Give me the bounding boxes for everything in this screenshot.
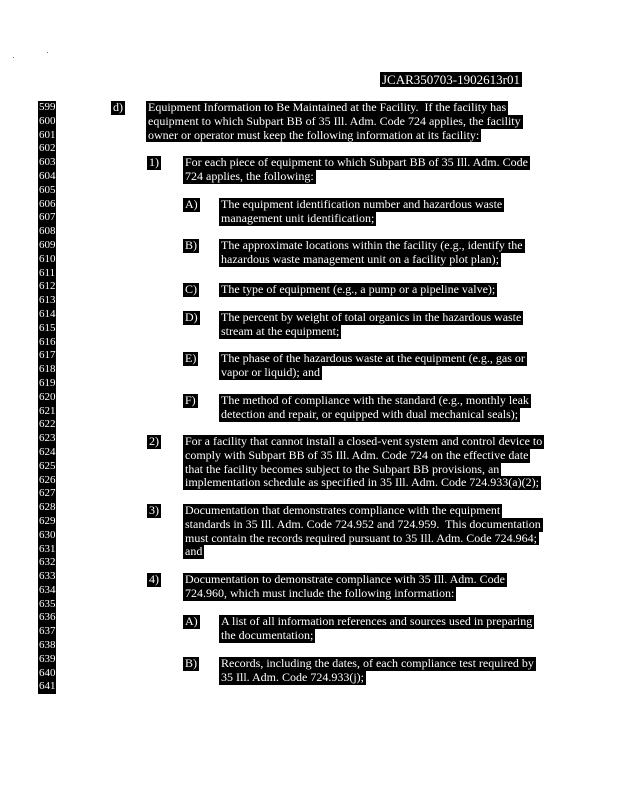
line-number: 629: [39, 514, 56, 527]
line-number-column: [38, 101, 56, 694]
text-line: The approximate locations within the facility (e.g., identify the: [221, 238, 523, 252]
list-item: [219, 657, 536, 685]
line-number: 622: [39, 418, 56, 431]
text-line: The equipment identification number and hazardous waste: [221, 197, 503, 211]
line-number: 602: [39, 142, 56, 155]
line-number: 610: [39, 252, 56, 265]
list-item: [183, 156, 530, 184]
list-item: [219, 198, 504, 226]
line-number: 621: [39, 404, 56, 417]
line-number: 636: [39, 611, 56, 624]
line-number: 605: [39, 183, 56, 196]
list-item: [183, 573, 507, 601]
list-item: [219, 615, 534, 643]
list-item-marker: 2): [149, 434, 159, 448]
text-line: The method of compliance with the standard (e.g., monthly leak: [221, 393, 529, 407]
line-number: 599: [39, 101, 56, 113]
line-number: 612: [39, 280, 56, 293]
line-number: 637: [39, 625, 56, 638]
list-item: [183, 435, 544, 490]
line-number: 623: [39, 432, 56, 445]
text-line: For each piece of equipment to which Subpart BB of 35 Ill. Adm. Code: [185, 155, 528, 169]
text-line: standards in 35 Ill. Adm. Code 724.952 and 724.959. This documentation: [185, 516, 541, 531]
line-number: 625: [39, 459, 56, 472]
list-item: [219, 283, 497, 297]
section-marker: d): [113, 100, 123, 114]
text-line: 35 Ill. Adm. Code 724.933(j);: [221, 669, 364, 684]
line-number: 618: [39, 363, 56, 376]
scan-speck: [13, 57, 14, 58]
text-line: For a facility that cannot install a closed-vent system and control device to: [185, 434, 543, 448]
line-number: 633: [39, 570, 56, 583]
text-line: 724 applies, the following:: [185, 168, 314, 183]
list-item-marker: B): [185, 238, 197, 252]
list-item-marker: 4): [149, 572, 159, 586]
text-line: owner or operator must keep the following information at its facility:: [148, 127, 480, 142]
list-item-marker: E): [185, 351, 197, 365]
list-item-marker: 1): [149, 155, 159, 169]
text-line: implementation schedule as specified in 35 Ill. Adm. Code 724.933(a)(2);: [185, 475, 539, 490]
text-line: The type of equipment (e.g., a pump or a pipeline valve);: [221, 282, 496, 296]
line-number: 635: [39, 597, 56, 610]
document-id: JCAR350703-1902613r01: [382, 72, 520, 87]
line-number: 611: [39, 266, 56, 279]
list-item: [219, 394, 531, 422]
line-number: 600: [39, 114, 56, 127]
scan-speck: [47, 52, 48, 53]
text-line: Equipment Information to Be Maintained at the Facility. If the facility has: [148, 100, 507, 114]
line-number: 638: [39, 639, 56, 652]
line-number: 607: [39, 211, 56, 224]
list-item-marker: A): [185, 197, 198, 211]
line-number: 626: [39, 473, 56, 486]
text-line: detection and repair, or equipped with dual mechanical seals);: [221, 406, 519, 421]
line-number: 619: [39, 376, 56, 389]
text-line: Documentation that demonstrates compliance with the equipment: [185, 503, 501, 517]
line-number: 617: [39, 349, 56, 362]
text-line: vapor or liquid); and: [221, 364, 320, 379]
list-item: [219, 311, 523, 339]
list-item-marker: 3): [149, 503, 159, 517]
line-number: 604: [39, 169, 56, 182]
line-number: 624: [39, 445, 56, 458]
line-number: 615: [39, 321, 56, 334]
line-number: 634: [39, 583, 56, 596]
text-line: The percent by weight of total organics in the hazardous waste: [221, 310, 522, 324]
line-number: 616: [39, 335, 56, 348]
line-number: 632: [39, 556, 56, 569]
line-number: 640: [39, 666, 56, 679]
list-item-marker: F): [185, 393, 196, 407]
line-number: 608: [39, 225, 56, 238]
list-item-marker: C): [185, 282, 197, 296]
text-line: Records, including the dates, of each compliance test required by: [221, 656, 534, 670]
line-number: 631: [39, 542, 56, 555]
line-number: 628: [39, 501, 56, 514]
text-line: 724.960, which must include the following information:: [185, 585, 455, 600]
line-number: 627: [39, 487, 56, 500]
line-number: 606: [39, 197, 56, 210]
text-line: Documentation to demonstrate compliance with 35 Ill. Adm. Code: [185, 572, 505, 586]
line-number: 620: [39, 390, 56, 403]
text-line: comply with Subpart BB of 35 Ill. Adm. Code 724 on the effective date: [185, 447, 529, 462]
section-paragraph: [146, 101, 523, 142]
text-line: the documentation;: [221, 627, 314, 642]
text-line: management unit identification;: [221, 210, 375, 225]
list-item-marker: A): [185, 614, 198, 628]
text-line: The phase of the hazardous waste at the equipment (e.g., gas or: [221, 351, 525, 365]
line-number: 601: [39, 128, 56, 141]
line-number: 603: [39, 156, 56, 169]
text-line: stream at the equipment;: [221, 323, 340, 338]
list-item: [183, 504, 543, 559]
line-number: 639: [39, 652, 56, 665]
text-line: equipment to which Subpart BB of 35 Ill. Adm. Code 724 applies, the facility: [148, 113, 521, 128]
line-number: 614: [39, 307, 56, 320]
text-line: must contain the records required pursuant to 35 Ill. Adm. Code 724.964;: [185, 530, 537, 545]
line-number: 609: [39, 238, 56, 251]
text-line: that the facility becomes subject to the Subpart BB provisions, an: [185, 461, 500, 476]
list-item-marker: D): [185, 310, 198, 324]
text-line: hazardous waste management unit on a facility plot plan);: [221, 251, 499, 266]
line-number: 630: [39, 528, 56, 541]
text-line: A list of all information references and sources used in preparing: [221, 614, 533, 628]
list-item: [219, 352, 527, 380]
list-item: [219, 239, 525, 267]
line-number: 641: [39, 680, 56, 693]
list-item-marker: B): [185, 656, 197, 670]
text-line: and: [185, 544, 203, 559]
line-number: 613: [39, 294, 56, 307]
